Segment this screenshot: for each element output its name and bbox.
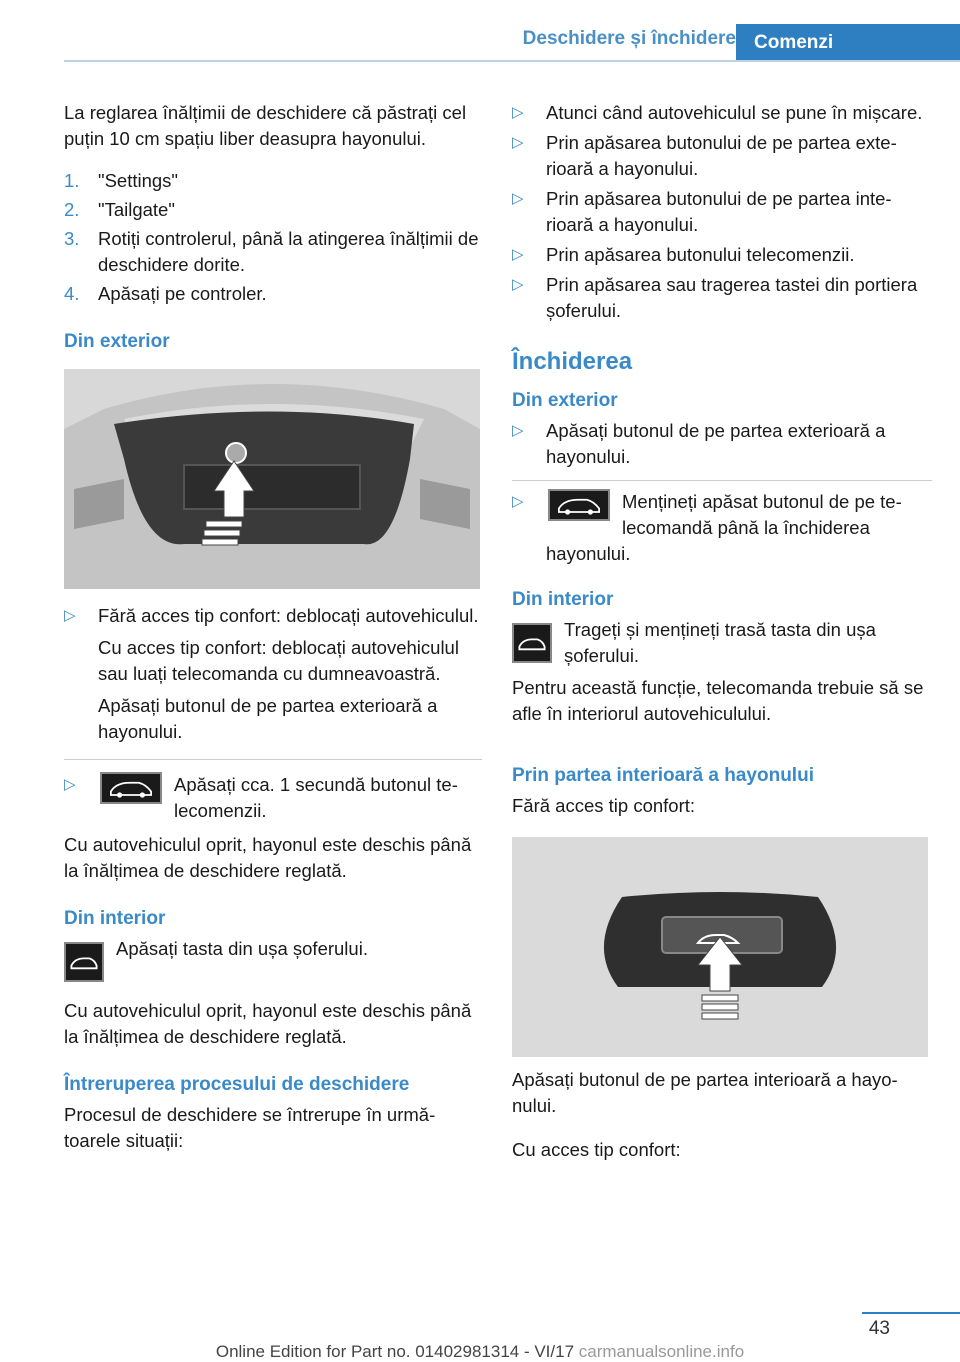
- bullet-text: Apăsați butonul de pe partea exterioară a hayonului.: [98, 695, 438, 742]
- step-text: "Settings": [98, 170, 178, 191]
- step-number: 2.: [64, 199, 80, 220]
- bullet-text: Apăsați butonul de pe partea exterioară a hayonului.: [546, 420, 886, 467]
- paragraph: Cu autovehiculul oprit, hayonul este deschis până la înălțimea de deschidere reglată.: [64, 1000, 472, 1047]
- step-text: Rotiți controlerul, până la atingerea înălțimii de deschidere dorite.: [98, 228, 479, 275]
- list-item: [64, 281, 482, 307]
- bullet-text: Prin apăsarea butonului de pe partea interioară a hayonului.: [546, 188, 892, 235]
- page-number: 43: [868, 1318, 890, 1339]
- paragraph: Cu acces tip confort:: [512, 1139, 681, 1160]
- list-item: [512, 186, 932, 238]
- heading-from-interior: Din interior: [512, 589, 614, 610]
- intro-paragraph: La reglarea înălțimii de deschidere că păstrați cel puțin 10 cm spațiu liber deasupra hayonului.: [64, 102, 467, 149]
- divider: [512, 480, 932, 481]
- interior-text: Apăsați tasta din ușa șoferului.: [116, 938, 368, 959]
- list-item: [64, 168, 482, 194]
- list-item: [512, 130, 932, 182]
- triangle-bullet-icon: ▷: [512, 246, 524, 263]
- heading-interrupt: Întreruperea procesului de deschidere: [64, 1074, 410, 1095]
- list-item: [64, 226, 482, 278]
- car-rear-illustration: [64, 369, 480, 589]
- step-number: 3.: [64, 228, 80, 249]
- list-item: [512, 242, 932, 268]
- header-rule: [64, 60, 960, 62]
- triangle-bullet-icon: ▷: [512, 104, 524, 121]
- triangle-bullet-icon: ▷: [512, 134, 524, 151]
- tailgate-exterior-figure: [64, 369, 480, 589]
- header-chapter-tab: Comenzi: [736, 24, 960, 62]
- door-switch-tailgate-icon: [512, 623, 552, 663]
- bullet-text: Mențineți apăsat butonul de pe telecomandă până la închiderea: [622, 491, 902, 538]
- triangle-bullet-icon: ▷: [512, 422, 524, 439]
- watermark-text: carmanualsonline.info: [578, 1342, 745, 1361]
- paragraph: Apăsați butonul de pe partea interioară a hayonului.: [512, 1069, 898, 1116]
- edition-text: Online Edition for Part no. 01402981314 - VI/17: [215, 1342, 575, 1361]
- list-item: [512, 100, 932, 126]
- edition-line: [0, 1342, 960, 1362]
- paragraph: Procesul de deschidere se întrerupe în următoarele situații:: [64, 1104, 436, 1151]
- bullet-text: Fără acces tip confort: deblocați autovehiculul.: [98, 605, 479, 626]
- steps-list: [64, 168, 482, 307]
- right-column: [512, 100, 932, 1163]
- triangle-bullet-icon: ▷: [512, 190, 524, 207]
- step-number: 4.: [64, 283, 80, 304]
- remote-tailgate-icon: [548, 489, 610, 521]
- header-section-title: Deschidere și închidere: [522, 28, 736, 49]
- bullet-text: Prin apăsarea butonului telecomenzii.: [546, 244, 855, 265]
- paragraph: Cu autovehiculul oprit, hayonul este deschis până la înălțimea de deschidere reglată.: [64, 834, 472, 881]
- interior-text: Trageți și mențineți trasă tasta din ușa șoferului.: [564, 619, 876, 666]
- heading-from-exterior: Din exterior: [512, 390, 618, 411]
- interior-row: [64, 936, 482, 980]
- divider: [64, 759, 482, 760]
- heading-from-interior: Din interior: [64, 908, 166, 929]
- triangle-bullet-icon: ▷: [64, 776, 76, 793]
- left-column: [64, 100, 482, 1154]
- step-text: Apăsați pe controler.: [98, 283, 267, 304]
- bullet-text: Prin apăsarea butonului de pe partea exterioară a hayonului.: [546, 132, 897, 179]
- triangle-bullet-icon: ▷: [512, 493, 524, 510]
- triangle-bullet-icon: ▷: [512, 276, 524, 293]
- interior-row: [512, 617, 932, 669]
- bullet-text: Prin apăsarea sau tragerea tastei din portiera șoferului.: [546, 274, 918, 321]
- tailgate-button-illustration: [512, 837, 928, 1057]
- heading-closing: Închiderea: [512, 348, 633, 375]
- footer-rule: [862, 1312, 960, 1314]
- paragraph: Pentru această funcție, telecomanda trebuie să se afle în interiorul autovehiculului.: [512, 677, 924, 724]
- step-number: 1.: [64, 170, 80, 191]
- tailgate-interior-figure: [512, 837, 928, 1057]
- step-text: "Tailgate": [98, 199, 175, 220]
- paragraph: Fără acces tip confort:: [512, 795, 696, 816]
- bullet-text: Atunci când autovehiculul se pune în mișcare.: [546, 102, 923, 123]
- bullet-text: hayonului.: [546, 543, 631, 564]
- list-item: [64, 603, 482, 745]
- list-item: [64, 772, 482, 824]
- door-switch-tailgate-icon: [64, 942, 104, 982]
- bullet-text: Apăsați cca. 1 secundă butonul telecomenzii.: [174, 774, 458, 821]
- list-item: [64, 197, 482, 223]
- bullet-text: Cu acces tip confort: deblocați autovehiculul sau luați telecomanda cu dumneavoastră.: [98, 637, 459, 684]
- heading-from-exterior: Din exterior: [64, 331, 170, 352]
- list-item: [512, 272, 932, 324]
- list-item: [512, 418, 932, 470]
- triangle-bullet-icon: ▷: [64, 607, 76, 624]
- list-item: [512, 489, 932, 567]
- heading-inside-tailgate: Prin partea interioară a hayonului: [512, 765, 814, 786]
- remote-tailgate-icon: [100, 772, 162, 804]
